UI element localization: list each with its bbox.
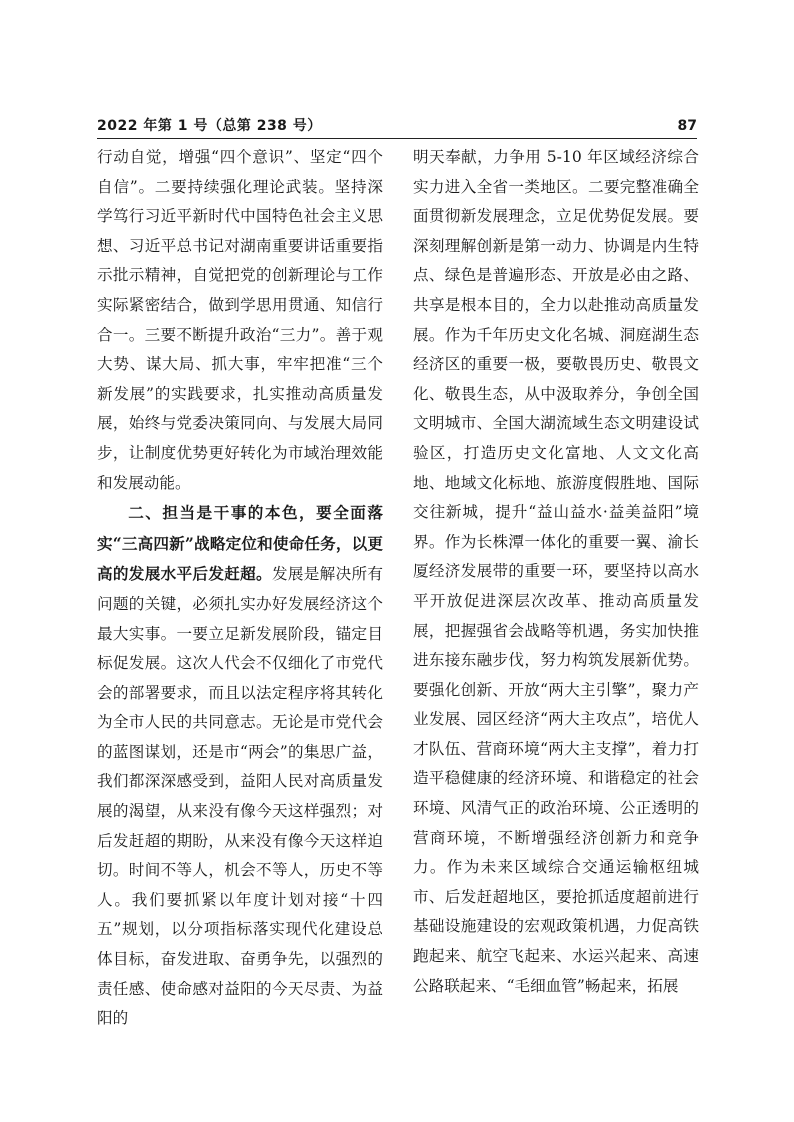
header-rule xyxy=(97,138,697,139)
left-column xyxy=(97,143,383,1034)
section-body: 发展是解决所有问题的关键，必须扎实办好发展经济这个最大实事。一要立足新发展阶段，锚定目标促发展。这次人代会不仅细化了市党代会的部署要求，而且以法定程序将其转化为全市人民的共同意志。无论是市党代会的蓝图谋划，还是市“两会”的集思广益，我们都深深感受到，益阳人民对高质量发展的渴望，从来没有像今天这样强烈；对后发赶超的期盼，从来没有像今天这样迫切。时间不等人，机会不等人，历史不等人。我们要抓紧以年度计划对接“十四五”规划，以分项指标落实现代化建设总体目标，奋发进取、奋勇争先，以强烈的责任感、使命感对益阳的今天尽责、为益阳的 xyxy=(97,565,383,1028)
page-header xyxy=(97,116,697,136)
page-number: 87 xyxy=(677,118,697,134)
paragraph-section-two xyxy=(97,498,383,1034)
issue-label: 2022 年第 1 号（总第 238 号） xyxy=(97,118,322,134)
right-column xyxy=(413,143,699,1001)
paragraph-continued-right: 明天奉献，力争用 5-10 年区域经济综合实力进入全省一类地区。二要完整准确全面贯彻新发展理念，立足优势促发展。要深刻理解创新是第一动力、协调是内生特点、绿色是普遍形态、开放是必由之路、共享是根本目的，全力以赴推动高质量发展。作为千年历史文化名城、洞庭湖生态经济区的重要一极，要敬畏历史、敬畏文化、敬畏生态，从中汲取养分，争创全国文明城市、全国大湖流域生态文明建设试验区，打造历史文化富地、人文文化高地、地域文化标地、旅游度假胜地、国际交往新城，提升“益山益水·益美益阳”境界。作为长株潭一体化的重要一翼、渝长厦经济发展带的重要一环，要坚持以高水平开放促进深层次改革、推动高质量发展，把握强省会战略等机遇，务实加快推进东接东融步伐，努力构筑发展新优势。要强化创新、开放“两大主引擎”，聚力产业发展、园区经济“两大主攻点”，培优人才队伍、营商环境“两大主支撑”，着力打造平稳健康的经济环境、和谐稳定的社会环境、风清气正的政治环境、公正透明的营商环境，不断增强经济创新力和竞争力。作为未来区域综合交通运输枢纽城市、后发赶超地区，要抢抓适度超前进行基础设施建设的宏观政策机遇，力促高铁跑起来、航空飞起来、水运兴起来、高速公路联起来、“毛细血管”畅起来，拓展 xyxy=(413,148,699,995)
section-heading: 二、担当是干事的本色，要全面落实“三高四新”战略定位和使命任务，以更高的发展水平后发赶超。 xyxy=(97,503,383,584)
paragraph-continued: 行动自觉，增强“四个意识”、坚定“四个自信”。二要持续强化理论武装。坚持深学笃行习近平新时代中国特色社会主义思想、习近平总书记对湖南重要讲话重要指示批示精神，自觉把党的创新理论与工作实际紧密结合，做到学思用贯通、知信行合一。三要不断提升政治“三力”。善于观大势、谋大局、抓大事，牢牢把准“三个新发展”的实践要求，扎实推动高质量发展，始终与党委决策同向、与发展大局同步，让制度优势更好转化为市域治理效能和发展动能。 xyxy=(97,148,383,492)
